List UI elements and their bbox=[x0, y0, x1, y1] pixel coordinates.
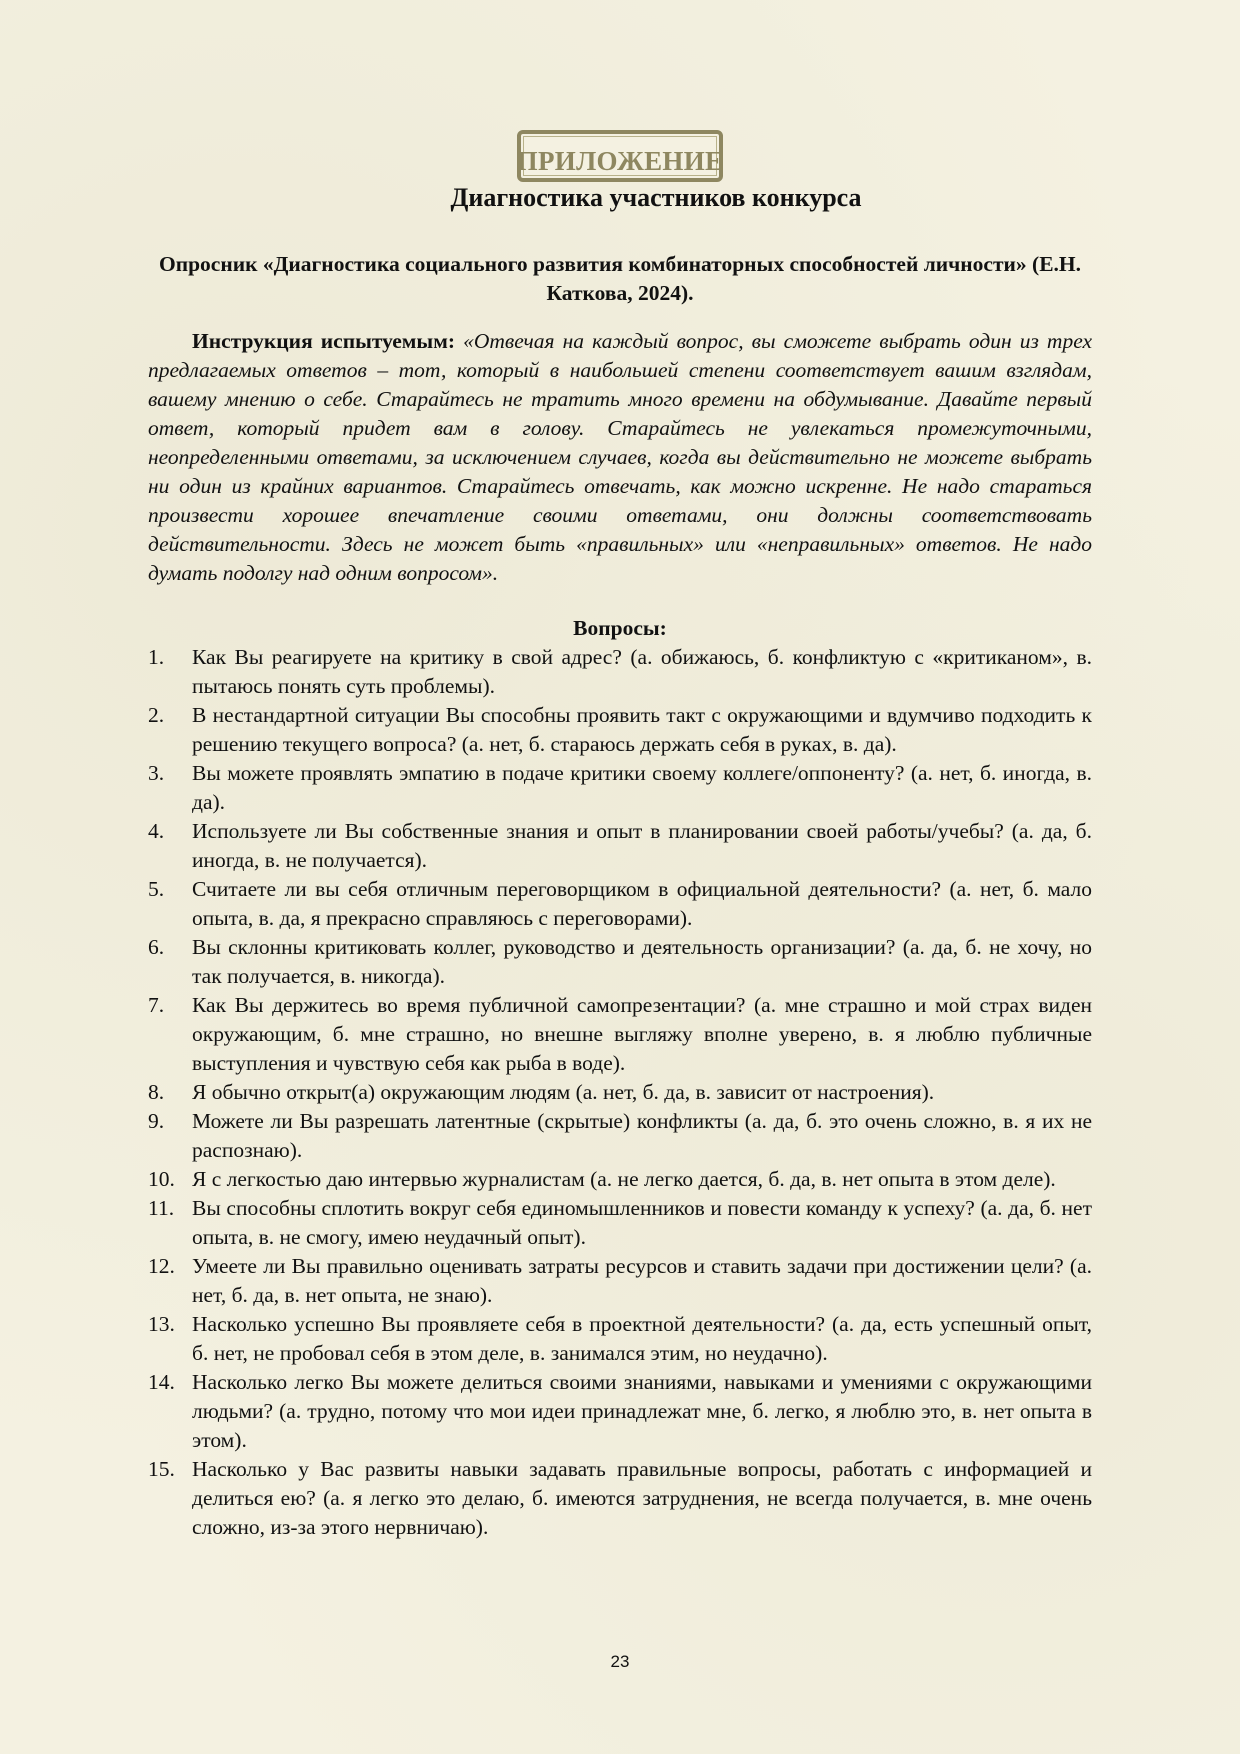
question-text: Умеете ли Вы правильно оценивать затраты ресурсов и ставить задачи при достижении цели? (а. нет, б. да, в. нет опыта, не знаю). bbox=[192, 1254, 1092, 1307]
question-number: 5. bbox=[148, 877, 165, 901]
question-item bbox=[148, 759, 1092, 817]
question-text: Как Вы реагируете на критику в свой адрес? (а. обижаюсь, б. конфликтую с «критиканом», в. пытаюсь понять суть проблемы). bbox=[192, 645, 1092, 698]
question-number: 4. bbox=[148, 819, 165, 843]
questionnaire-title: Опросник «Диагностика социального развития комбинаторных способностей личности» (Е.Н. Каткова, 2024). bbox=[158, 252, 1082, 305]
question-item bbox=[148, 933, 1092, 991]
appendix-badge-label: ПРИЛОЖЕНИЕ bbox=[516, 145, 724, 176]
question-number: 11. bbox=[148, 1196, 175, 1220]
question-item bbox=[148, 1310, 1092, 1368]
question-number: 15. bbox=[148, 1457, 175, 1481]
question-number: 1. bbox=[148, 645, 165, 669]
question-number: 9. bbox=[148, 1109, 165, 1133]
appendix-badge bbox=[517, 130, 723, 182]
question-text: Насколько легко Вы можете делиться своими знаниями, навыками и умениями с окружающими людьми? (а. трудно, потому что мои идеи принадлежат мне, б. легко, я люблю это, в. нет опыта в этом). bbox=[192, 1370, 1092, 1452]
questions-heading: Вопросы: bbox=[573, 616, 667, 640]
question-text: В нестандартной ситуации Вы способны проявить такт с окружающими и вдумчиво подходить к решению текущего вопроса? (а. нет, б. стараюсь держать себя в руках, в. да). bbox=[192, 703, 1092, 756]
question-text: Я с легкостью даю интервью журналистам (а. не легко дается, б. да, в. нет опыта в этом деле). bbox=[192, 1167, 1056, 1191]
question-item bbox=[148, 1165, 1092, 1194]
question-item bbox=[148, 1107, 1092, 1165]
question-number: 14. bbox=[148, 1370, 175, 1394]
question-text: Насколько у Вас развиты навыки задавать правильные вопросы, работать с информацией и делиться ею? (а. я легко это делаю, б. имеются затруднения, не всегда получается, в. мне очень сложно, из-за этого нервничаю). bbox=[192, 1457, 1092, 1539]
question-text: Насколько успешно Вы проявляете себя в проектной деятельности? (а. да, есть успешный опыт, б. нет, не пробовал себя в этом деле, в. занимался этим, но неудачно). bbox=[192, 1312, 1092, 1365]
question-item bbox=[148, 1368, 1092, 1455]
question-number: 12. bbox=[148, 1254, 175, 1278]
question-item bbox=[148, 1078, 1092, 1107]
question-text: Вы способны сплотить вокруг себя единомышленников и повести команду к успеху? (а. да, б. нет опыта, в. не смогу, имею неудачный опыт). bbox=[192, 1196, 1092, 1249]
page-heading: Диагностика участников конкурса bbox=[450, 183, 862, 212]
question-item bbox=[148, 875, 1092, 933]
question-item bbox=[148, 701, 1092, 759]
question-number: 13. bbox=[148, 1312, 175, 1336]
instruction-text: «Отвечая на каждый вопрос, вы сможете выбрать один из трех предлагаемых ответов – тот, который в наибольшей степени соответствует вашим взглядам, вашему мнению о себе. Старайтесь не тратить много времени на обдумывание. Давайте первый ответ, который придет вам в голову. Старайтесь не увлекаться промежуточными, неопределенными ответами, за исключением случаев, когда вы действительно не можете выбрать ни один из крайних вариантов. Старайтесь отвечать, как можно искренне. Не надо стараться произвести хорошее впечатление своими ответами, они должны соответствовать действительности. Здесь не может быть «правильных» или «неправильных» ответов. Не надо думать подолгу над одним вопросом». bbox=[148, 329, 1092, 585]
question-text: Можете ли Вы разрешать латентные (скрытые) конфликты (а. да, б. это очень сложно, в. я их не распознаю). bbox=[192, 1109, 1092, 1162]
question-text: Используете ли Вы собственные знания и опыт в планировании своей работы/учебы? (а. да, б. иногда, в. не получается). bbox=[192, 819, 1092, 872]
instruction-label: Инструкция испытуемым: bbox=[192, 329, 456, 353]
question-text: Я обычно открыт(а) окружающим людям (а. нет, б. да, в. зависит от настроения). bbox=[192, 1080, 935, 1104]
question-item bbox=[148, 1194, 1092, 1252]
question-number: 10. bbox=[148, 1167, 175, 1191]
question-text: Вы можете проявлять эмпатию в подаче критики своему коллеге/оппоненту? (а. нет, б. иногда, в. да). bbox=[192, 761, 1092, 814]
question-number: 7. bbox=[148, 993, 165, 1017]
question-text: Вы склонны критиковать коллег, руководство и деятельность организации? (а. да, б. не хочу, но так получается, в. никогда). bbox=[192, 935, 1092, 988]
question-text: Как Вы держитесь во время публичной самопрезентации? (а. мне страшно и мой страх виден окружающим, б. мне страшно, но внешне выгляжу вполне уверено, в. я люблю публичные выступления и чувствую себя как рыба в воде). bbox=[192, 993, 1092, 1075]
question-number: 6. bbox=[148, 935, 165, 959]
question-number: 2. bbox=[148, 703, 165, 727]
question-item bbox=[148, 991, 1092, 1078]
question-text: Считаете ли вы себя отличным переговорщиком в официальной деятельности? (а. нет, б. мало опыта, в. да, я прекрасно справляюсь с переговорами). bbox=[192, 877, 1092, 930]
questions-list bbox=[148, 643, 1092, 1542]
question-number: 8. bbox=[148, 1080, 165, 1104]
instruction-paragraph bbox=[148, 327, 1092, 588]
question-item bbox=[148, 1252, 1092, 1310]
question-item bbox=[148, 817, 1092, 875]
page-number: 23 bbox=[610, 1652, 630, 1671]
question-number: 3. bbox=[148, 761, 165, 785]
question-item bbox=[148, 1455, 1092, 1542]
question-item bbox=[148, 643, 1092, 701]
